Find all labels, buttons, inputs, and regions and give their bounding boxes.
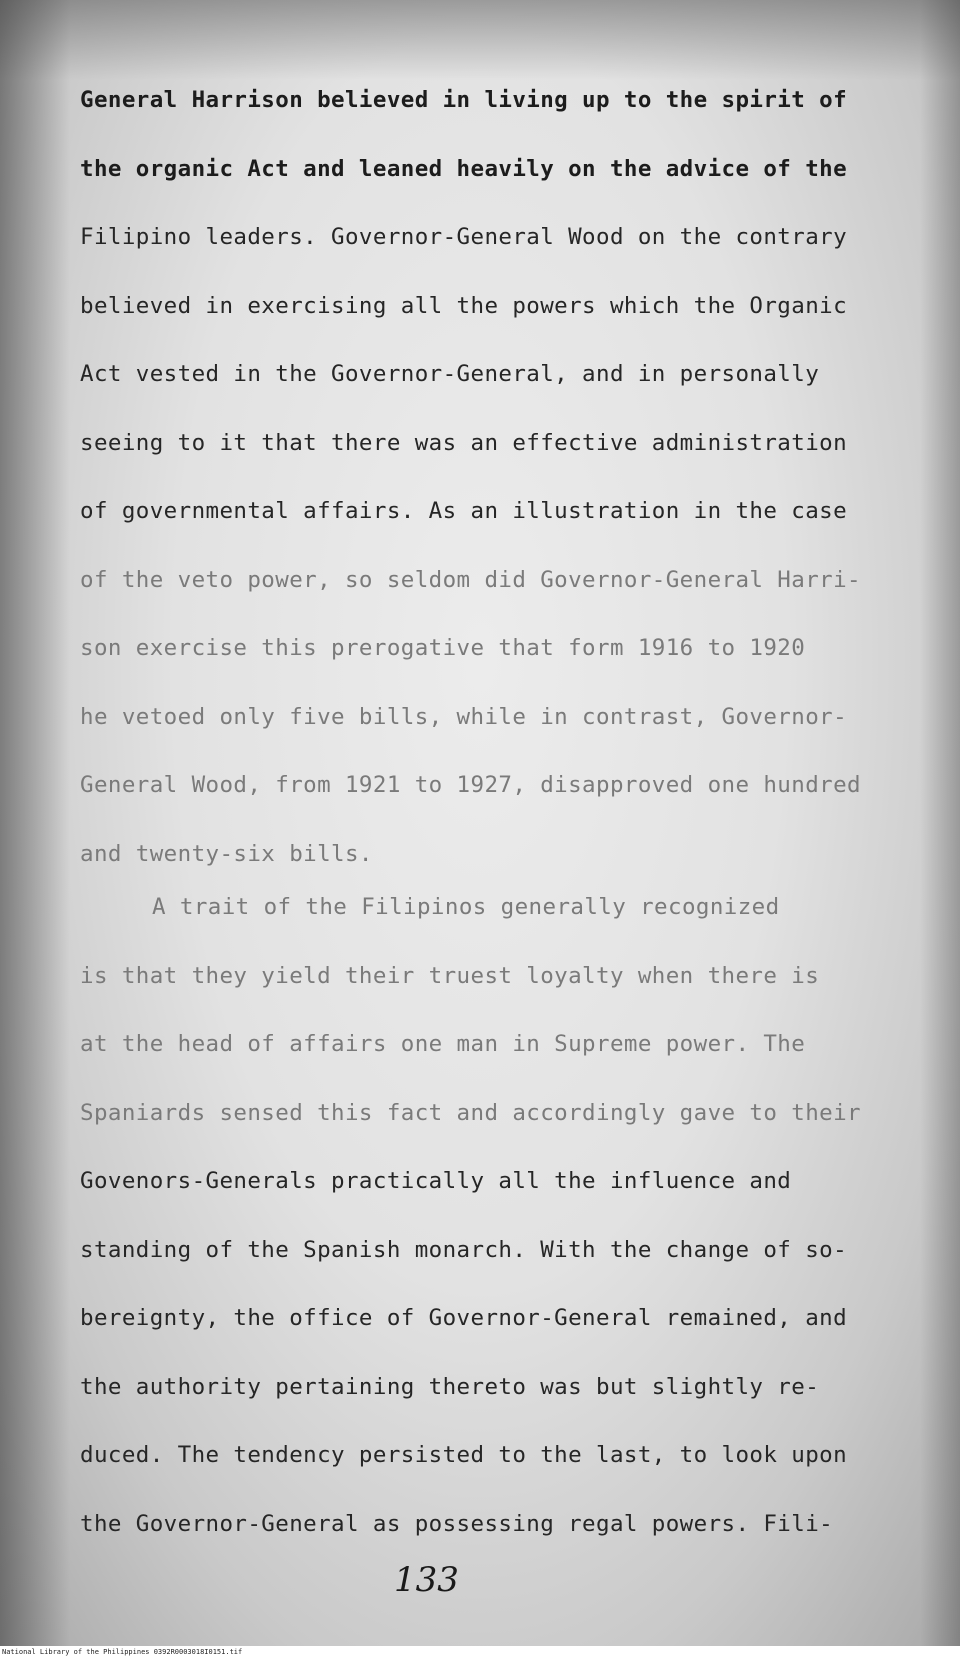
text-line: duced. The tendency persisted to the last, to look upon (80, 1442, 848, 1468)
text-line: the authority pertaining thereto was but slightly re- (80, 1373, 820, 1400)
text-line: son exercise this prerogative that form 1916 to 1920 (80, 635, 806, 661)
text-line: the Governor-General as possessing regal powers. Fili- (80, 1510, 834, 1537)
text-line: General Harrison believed in living up to the spirit of (80, 87, 848, 113)
text-line: bereignty, the office of Governor-General remained, and (80, 1305, 848, 1331)
text-line: of governmental affairs. As an illustration in the case (80, 498, 848, 524)
text-line: General Wood, from 1921 to 1927, disapproved one hundred (80, 772, 861, 798)
text-line: Filipino leaders. Governor-General Wood on the contrary (80, 224, 848, 250)
text-line: is that they yield their truest loyalty when there is (80, 962, 820, 989)
paragraph-2 (80, 873, 910, 1558)
text-line: he vetoed only five bills, while in contrast, Governor- (80, 703, 848, 730)
text-line: Spaniards sensed this fact and accordingly gave to their (80, 1099, 861, 1126)
text-line: of the veto power, so seldom did Governor-General Harri- (80, 566, 861, 593)
page-number: 133 (394, 1560, 459, 1600)
text-line: at the head of affairs one man in Supreme power. The (80, 1031, 806, 1057)
text-line: and twenty-six bills. (80, 840, 373, 867)
text-line: believed in exercising all the powers which the Organic (80, 292, 848, 319)
paragraph-1 (80, 66, 910, 888)
scan-shadow-left (0, 0, 70, 1646)
text-line: Act vested in the Governor-General, and in personally (80, 361, 820, 387)
text-line: standing of the Spanish monarch. With the change of so- (80, 1236, 848, 1263)
text-line: Govenors-Generals practically all the influence and (80, 1168, 792, 1194)
text-line: A trait of the Filipinos generally recognized (152, 894, 780, 920)
text-line: the organic Act and leaned heavily on the advice of the (80, 155, 848, 182)
scan-shadow-right (920, 0, 960, 1646)
text-line: seeing to it that there was an effective administration (80, 429, 848, 456)
scan-footer-caption: National Library of the Philippines 0392R0003018I0151.tif (0, 1646, 960, 1658)
